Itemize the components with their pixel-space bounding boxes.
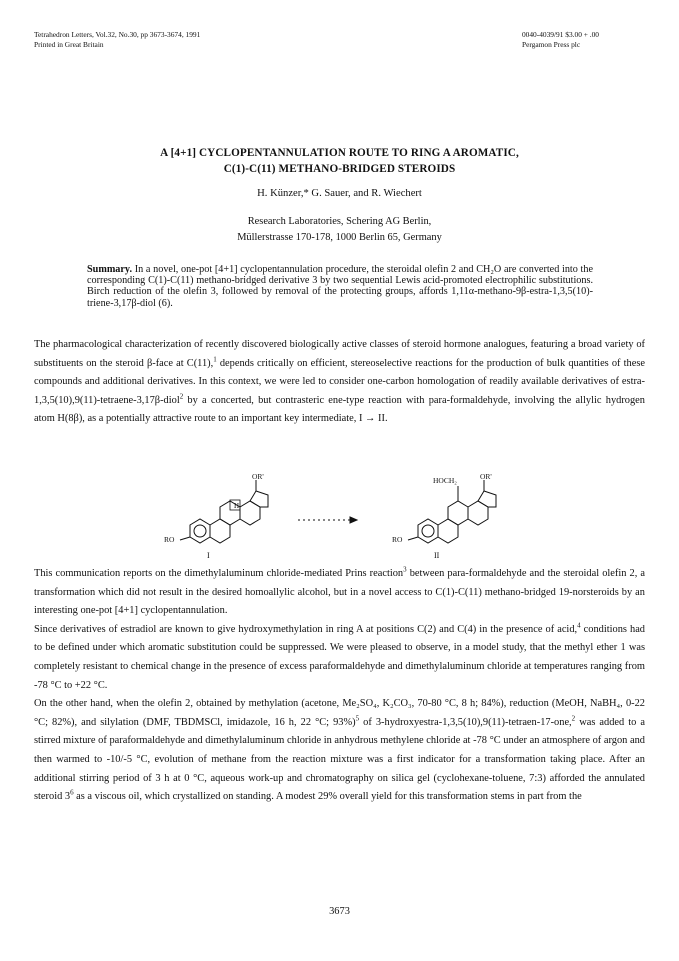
journal-citation <box>34 30 200 50</box>
text-run: as a viscous oil, which crystallized on standing. A modest 29% overall yield for this transformation stems in part from the <box>73 791 582 803</box>
ref-marker: 2 <box>571 714 576 723</box>
text-run: of 3-hydroxyestra-1,3,5(10),9(11)-tetraen-17-one, <box>359 716 572 728</box>
ref-marker: 4 <box>577 621 581 630</box>
ro-label: RO <box>164 535 175 544</box>
publisher-name: Pergamon Press plc <box>521 40 581 49</box>
ref-marker: 5 <box>355 714 360 723</box>
text-run: This communication reports on the dimethylaluminum chloride-mediated Prins reaction <box>34 568 404 579</box>
publisher-info <box>522 30 599 50</box>
structure-I <box>180 480 268 543</box>
page-number: 3673 <box>329 906 350 917</box>
paragraph-estradiol <box>34 621 645 695</box>
or-prime-label: OR' <box>252 472 264 481</box>
hoch2-label: HOCH₂ <box>433 476 457 485</box>
ro-label-ii: RO <box>392 535 403 544</box>
title-line-2: C(1)-C(11) METHANO-BRIDGED STEROIDS <box>223 163 456 175</box>
paragraph-prins <box>34 565 645 621</box>
text-run: conditions had to be defined under which aromatic substitution could be suppressed. We were pleased to observe, in a model study, that the methyl ether 1 was completely resistant to chemical change in the presence of excess paraformaldehyde and dimethylaluminum chloride at temperatures ranging from -78 °C to +22 °C. <box>34 623 645 691</box>
or-prime-label-ii: OR' <box>480 472 492 481</box>
abstract: Summary. In a novel, one-pot [4+1] cyclopentannulation procedure, the steroidal olefin 2 and CH₂O are converted into the corresponding C(1)-C(11) methano-bridged derivative 3 by two sequential Lewis acid-promoted electrophilic substitutions. Birch reduction of the olefin 3, followed by removal of the protecting groups, affords 1,11α-methano-9β-estra-1,3,5(10)-triene-3,17β-diol (6). <box>87 264 594 309</box>
citation-line: Tetrahedron Letters, Vol.32, No.30, pp 3673-3674, 1991 <box>34 30 201 39</box>
paragraph-olefin <box>34 695 645 807</box>
main-text <box>34 565 645 807</box>
intro-text-c: by a concerted, but contrasteric ene-type reaction with para-formaldehyde, involving the allylic hydrogen atom H(8β), as a potentially attractive route to an important key intermediate, I → II. <box>34 394 645 425</box>
printed-in: Printed in Great Britain <box>34 40 104 49</box>
ref-marker: 3 <box>403 565 407 574</box>
summary-text: In a novel, one-pot [4+1] cyclopentannulation procedure, the steroidal olefin 2 and CH₂O are converted into the corresponding C(1)-C(11) methano-bridged derivative 3 by two sequential Lewis acid-promoted electrophilic substitutions. Birch reduction of the olefin 3, followed by removal of the protecting groups, affords 1,11α-methano-9β-estra-1,3,5(10)-triene-3,17β-diol (6). <box>87 264 594 309</box>
title-line-1: A [4+1] CYCLOPENTANNULATION ROUTE TO RING A AROMATIC, <box>160 147 519 159</box>
intro-text-b: depends critically on efficient, stereoselective reactions for the production of bulk quantities of these compounds and additional derivatives. In this context, we were led to consider one-carbon homologation of readily available derivatives of estra-1,3,5(10),9(11)-tetraene-3,17β-diol <box>34 357 645 406</box>
affiliation-line-2: Müllerstrasse 170-178, 1000 Berlin 65, Germany <box>237 232 442 243</box>
text-run: Since derivatives of estradiol are known to give hydroxymethylation in ring A at positions C(2) and C(4) in the presence of acid, <box>34 623 578 635</box>
intro-text-a: The pharmacological characterization of recently discovered biologically active classes of steroid hormone analogues, featuring a broad variety of substituents on the steroid β-face at C(11), <box>34 339 645 369</box>
affiliation-line-1: Research Laboratories, Schering AG Berlin, <box>247 216 432 227</box>
ref-marker: 2 <box>179 392 184 401</box>
ref-marker: 1 <box>213 355 217 364</box>
text-run: was added to a stirred mixture of paraformaldehyde and dimethylaluminum chloride in anhydrous methylene chloride at -78 °C under an atmosphere of argon and then warmed to -10/-5 °C, evolution of methane from the reaction mixture was a first indicator for a transformation taking place. After an additional stirring period of 3 h at 0 °C, aqueous work-up and chromatography on silica gel (cyclohexane-toluene, 7:3) afforded the annulated steroid 3 <box>34 716 645 803</box>
summary-label: Summary <box>87 264 130 275</box>
compound-II-label: II <box>434 551 440 560</box>
paper-title <box>0 145 679 177</box>
text-run: between para-formaldehyde and the steroidal olefin 2, a transformation which did not result in the desired homoallylic alcohol, but in a novel access to C(1)-C(11) methano-bridged 19-norsteroids by an interesting one-pot [4+1] cyclopentannulation. <box>34 568 645 617</box>
reaction-arrow <box>298 517 357 523</box>
reaction-scheme <box>150 470 510 565</box>
structure-II <box>408 480 496 543</box>
compound-I-label: I <box>207 551 210 560</box>
affiliation <box>0 214 679 246</box>
text-run: On the other hand, when the olefin 2, obtained by methylation (acetone, Me₂SO₄, K₂CO₃, 70-80 °C, 8 h; 84%), reduction (MeOH, NaBH₄, 0-22 °C; 82%), and silylation (DMF, TBDMSCl, imidazole, 16 h, 22 °C; 93%) <box>34 698 645 728</box>
intro-paragraph <box>34 336 645 429</box>
author-list: H. Künzer,* G. Sauer, and R. Wiechert <box>257 188 422 199</box>
h-label: H <box>234 502 240 510</box>
ref-marker: 6 <box>70 788 74 797</box>
price-code: 0040-4039/91 $3.00 + .00 <box>521 30 599 39</box>
